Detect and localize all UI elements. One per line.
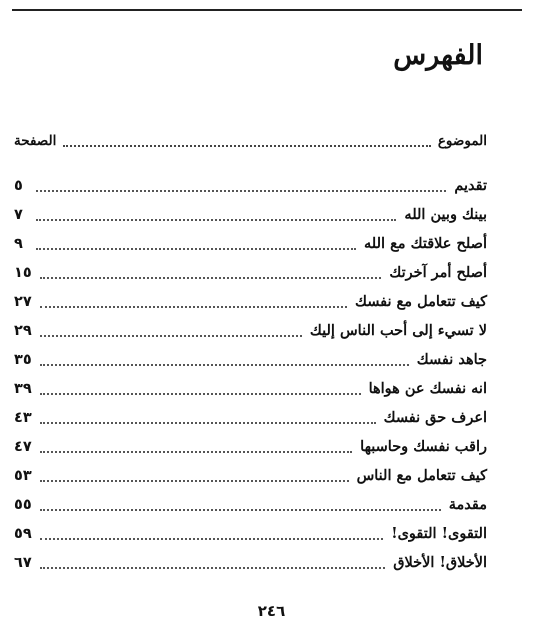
toc-entry-title: تقديم	[454, 177, 487, 194]
dot-leader	[40, 480, 349, 482]
toc-entry-page: ٥٣	[14, 467, 32, 484]
toc-entry-page: ١٥	[14, 264, 32, 281]
dot-leader	[36, 248, 356, 250]
dot-leader	[40, 509, 441, 511]
toc-entry-title: الأخلاق! الأخلاق	[393, 554, 487, 571]
toc-entry-page: ٥	[14, 177, 23, 194]
toc-entry	[14, 345, 487, 374]
toc-entry	[14, 229, 487, 258]
toc-entry-page: ٤٣	[14, 409, 32, 426]
dot-leader	[40, 451, 352, 453]
toc-entry-title: لا تسيء إلى أحب الناس إليك	[309, 322, 487, 339]
toc-entry-page: ٤٧	[14, 438, 32, 455]
toc-header	[14, 128, 487, 154]
toc-entry-title: كيف تتعامل مع نفسك	[354, 293, 487, 310]
toc-entry	[14, 287, 487, 316]
toc-entry-page: ٣٥	[14, 351, 32, 368]
toc-entry-title: انه نفسك عن هواها	[368, 380, 487, 397]
toc-entry	[14, 548, 487, 577]
toc-entry-title: بينك وبين الله	[404, 206, 487, 223]
page-title: الفهرس	[393, 40, 483, 71]
toc-entry	[14, 519, 487, 548]
toc-entry	[14, 403, 487, 432]
dot-leader	[40, 335, 302, 337]
dot-leader	[36, 190, 446, 192]
toc-entry-page: ٩	[14, 235, 23, 252]
dot-leader	[40, 538, 384, 540]
toc-entry-page: ٦٧	[14, 554, 32, 571]
toc-entry	[14, 316, 487, 345]
toc-entry-title: راقب نفسك وحاسبها	[360, 438, 487, 455]
toc-entry	[14, 432, 487, 461]
table-of-contents	[14, 171, 487, 577]
toc-entry-title: جاهد نفسك	[416, 351, 487, 368]
toc-entry	[14, 461, 487, 490]
toc-entry-page: ٥٩	[14, 525, 32, 542]
toc-entry	[14, 200, 487, 229]
toc-entry	[14, 258, 487, 287]
dot-leader	[40, 393, 361, 395]
dot-leader	[63, 145, 431, 147]
toc-entry-title: مقدمة	[448, 496, 487, 513]
toc-entry-page: ٧	[14, 206, 23, 223]
page-column-label: الصفحة	[14, 133, 57, 149]
dot-leader	[36, 219, 396, 221]
toc-entry-page: ٣٩	[14, 380, 32, 397]
toc-entry-page: ٢٩	[14, 322, 32, 339]
toc-entry-page: ٥٥	[14, 496, 32, 513]
dot-leader	[40, 567, 386, 569]
toc-entry-title: التقوى! التقوى!	[391, 525, 487, 542]
top-rule	[12, 9, 522, 11]
dot-leader	[40, 422, 376, 424]
dot-leader	[40, 364, 409, 366]
page-number: ٢٤٦	[257, 602, 286, 620]
toc-entry	[14, 171, 487, 200]
toc-entry-title: أصلح علاقتك مع الله	[364, 235, 487, 252]
toc-entry	[14, 490, 487, 519]
toc-entry-page: ٢٧	[14, 293, 32, 310]
dot-leader	[40, 277, 382, 279]
dot-leader	[40, 306, 347, 308]
toc-entry-title: اعرف حق نفسك	[383, 409, 487, 426]
subject-column-label: الموضوع	[437, 133, 487, 149]
toc-entry-title: كيف تتعامل مع الناس	[356, 467, 487, 484]
toc-entry	[14, 374, 487, 403]
toc-entry-title: أصلح أمر آخرتك	[389, 264, 487, 281]
